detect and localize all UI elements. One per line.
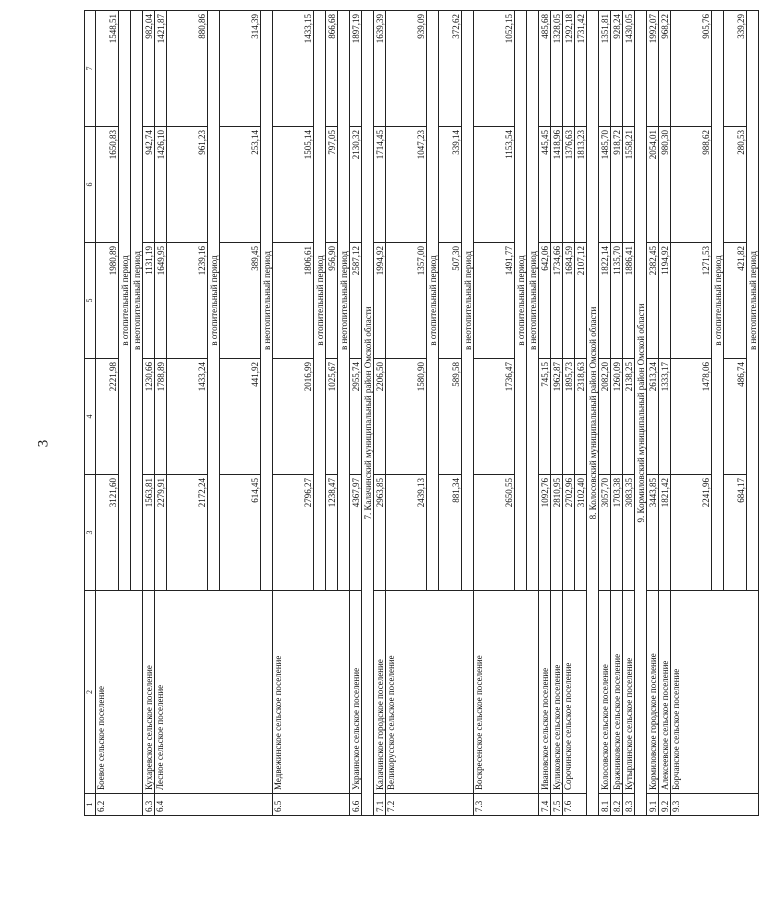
settlement-name: Кутырлинское сельское поселение <box>623 591 635 794</box>
row-number: 7.1 <box>374 794 386 816</box>
value-cell: 1328,05 <box>551 11 563 127</box>
table-row <box>659 11 671 816</box>
settlement-name: Медвежинское сельское поселение <box>273 591 350 794</box>
value-cell: 1563,81 <box>143 475 155 591</box>
value-cell: 980,30 <box>659 127 671 243</box>
value-cell: 1230,66 <box>143 359 155 475</box>
value-cell: 3057,70 <box>599 475 611 591</box>
value-cell: 1376,63 <box>563 127 575 243</box>
value-cell: 880,86 <box>167 11 208 127</box>
header-row <box>85 11 96 816</box>
value-cell: 2279,91 <box>155 475 167 591</box>
value-cell: 942,74 <box>143 127 155 243</box>
settlement-name: Сорочинское сельское поселение <box>563 591 587 794</box>
value-cell: 1135,70 <box>611 243 623 359</box>
value-cell: 421,82 <box>724 243 747 359</box>
table-row <box>350 11 362 816</box>
value-cell: 3443,85 <box>647 475 659 591</box>
table-row <box>671 11 712 816</box>
value-cell: 939,09 <box>386 11 427 127</box>
table-row <box>374 11 386 816</box>
value-cell: 2796,27 <box>273 475 314 591</box>
settlement-name: Украинское сельское поселение <box>350 591 362 794</box>
value-cell: 1703,38 <box>611 475 623 591</box>
value-cell: 1153,54 <box>474 127 515 243</box>
value-cell: 445,45 <box>539 127 551 243</box>
header-cell: 1 <box>85 794 96 816</box>
table-row <box>563 11 575 816</box>
row-number: 7.4 <box>539 794 551 816</box>
row-number: 6.4 <box>155 794 273 816</box>
value-cell: 2963,85 <box>374 475 386 591</box>
value-cell: 961,23 <box>167 127 208 243</box>
settlement-name: Борчанское сельское поселение <box>671 591 759 794</box>
value-cell: 3121,60 <box>96 475 119 591</box>
value-cell: 1962,87 <box>551 359 563 475</box>
value-cell: 881,34 <box>439 475 462 591</box>
value-cell: 2016,99 <box>273 359 314 475</box>
value-cell: 1052,15 <box>474 11 515 127</box>
section-row <box>587 11 599 816</box>
page-number: 3 <box>35 439 52 448</box>
settlement-name: Калачинское городское поселение <box>374 591 386 794</box>
value-cell: 253,14 <box>220 127 261 243</box>
value-cell: 1714,45 <box>374 127 386 243</box>
value-cell: 928,24 <box>611 11 623 127</box>
table-row <box>143 11 155 816</box>
section-title: 7. Калачинский муниципальный район Омской области <box>362 11 374 816</box>
value-cell: 1418,96 <box>551 127 563 243</box>
value-cell: 441,92 <box>220 359 261 475</box>
value-cell: 2650,55 <box>474 475 515 591</box>
value-cell: 485,68 <box>539 11 551 127</box>
value-cell: 2810,95 <box>551 475 563 591</box>
rotated-table-container <box>84 11 758 816</box>
value-cell: 2107,12 <box>575 243 587 359</box>
value-cell: 797,05 <box>326 127 338 243</box>
value-cell: 1351,81 <box>599 11 611 127</box>
value-cell: 3102,40 <box>575 475 587 591</box>
value-cell: 1238,47 <box>326 475 338 591</box>
row-number: 7.5 <box>551 794 563 816</box>
period-label: в отопительный период <box>314 11 326 591</box>
period-label: в неотопительный период <box>462 11 474 591</box>
settlement-name: Колосовское сельское поселение <box>599 591 611 794</box>
value-cell: 2241,96 <box>671 475 712 591</box>
value-cell: 1897,19 <box>350 11 362 127</box>
value-cell: 1271,53 <box>671 243 712 359</box>
row-number: 6.5 <box>273 794 350 816</box>
value-cell: 1485,70 <box>599 127 611 243</box>
value-cell: 589,58 <box>439 359 462 475</box>
value-cell: 684,17 <box>724 475 747 591</box>
period-label: в отопительный период <box>208 11 220 591</box>
value-cell: 1895,73 <box>563 359 575 475</box>
period-label: в неотопительный период <box>131 11 143 591</box>
value-cell: 968,22 <box>659 11 671 127</box>
value-cell: 1333,17 <box>659 359 671 475</box>
settlement-name: Алексеевское сельское поселение <box>659 591 671 794</box>
section-row <box>362 11 374 816</box>
value-cell: 1821,42 <box>659 475 671 591</box>
header-cell: 6 <box>85 127 96 243</box>
period-label: в отопительный период <box>119 11 131 591</box>
header-cell: 5 <box>85 243 96 359</box>
value-cell: 389,45 <box>220 243 261 359</box>
section-title: 9. Кормиловский муниципальный район Омской области <box>635 11 647 816</box>
section-row <box>635 11 647 816</box>
value-cell: 745,15 <box>539 359 551 475</box>
value-cell: 1734,66 <box>551 243 563 359</box>
value-cell: 1731,42 <box>575 11 587 127</box>
value-cell: 1478,06 <box>671 359 712 475</box>
value-cell: 1430,05 <box>623 11 635 127</box>
table-row <box>551 11 563 816</box>
row-number: 8.1 <box>599 794 611 816</box>
table-row <box>96 11 119 816</box>
period-label: в отопительный период <box>427 11 439 591</box>
value-cell: 1684,59 <box>563 243 575 359</box>
value-cell: 1092,76 <box>539 475 551 591</box>
value-cell: 1649,95 <box>155 243 167 359</box>
header-cell: 7 <box>85 11 96 127</box>
table-row <box>647 11 659 816</box>
value-cell: 614,45 <box>220 475 261 591</box>
value-cell: 2082,20 <box>599 359 611 475</box>
value-cell: 905,76 <box>671 11 712 127</box>
settlement-name: Боевое сельское поселение <box>96 591 143 794</box>
value-cell: 1194,92 <box>659 243 671 359</box>
value-cell: 4367,97 <box>350 475 362 591</box>
value-cell: 2382,45 <box>647 243 659 359</box>
table-row <box>273 11 314 816</box>
table-row <box>539 11 551 816</box>
value-cell: 339,14 <box>439 127 462 243</box>
value-cell: 1505,14 <box>273 127 314 243</box>
value-cell: 2206,50 <box>374 359 386 475</box>
value-cell: 486,74 <box>724 359 747 475</box>
value-cell: 1813,23 <box>575 127 587 243</box>
value-cell: 2702,96 <box>563 475 575 591</box>
data-table <box>84 10 759 816</box>
value-cell: 1239,16 <box>167 243 208 359</box>
table-row <box>474 11 515 816</box>
row-number: 7.3 <box>474 794 539 816</box>
value-cell: 1886,41 <box>623 243 635 359</box>
value-cell: 2613,24 <box>647 359 659 475</box>
row-number: 7.2 <box>386 794 474 816</box>
period-label: в неотопительный период <box>261 11 273 591</box>
table-row <box>155 11 167 816</box>
value-cell: 1047,23 <box>386 127 427 243</box>
table-row <box>599 11 611 816</box>
row-number: 6.6 <box>350 794 362 816</box>
value-cell: 1491,77 <box>474 243 515 359</box>
value-cell: 1433,15 <box>273 11 314 127</box>
value-cell: 314,39 <box>220 11 261 127</box>
period-label: в неотопительный период <box>527 11 539 591</box>
section-title: 8. Колосовский муниципальный район Омской области <box>587 11 599 816</box>
row-number: 9.2 <box>659 794 671 816</box>
value-cell: 1433,24 <box>167 359 208 475</box>
value-cell: 2587,12 <box>350 243 362 359</box>
value-cell: 1260,09 <box>611 359 623 475</box>
settlement-name: Кухаревское сельское поселение <box>143 591 155 794</box>
value-cell: 1822,14 <box>599 243 611 359</box>
row-number: 6.2 <box>96 794 143 816</box>
value-cell: 507,30 <box>439 243 462 359</box>
value-cell: 1980,89 <box>96 243 119 359</box>
settlement-name: Лесное сельское поселение <box>155 591 273 794</box>
settlement-name: Великорусское сельское поселение <box>386 591 474 794</box>
value-cell: 1426,10 <box>155 127 167 243</box>
row-number: 9.1 <box>647 794 659 816</box>
value-cell: 1650,83 <box>96 127 119 243</box>
value-cell: 1131,19 <box>143 243 155 359</box>
settlement-name: Бражниковское сельское поселение <box>611 591 623 794</box>
table-row <box>623 11 635 816</box>
settlement-name: Воскресенское сельское поселение <box>474 591 539 794</box>
value-cell: 339,29 <box>724 11 747 127</box>
period-label: в отопительный период <box>515 11 527 591</box>
table-row <box>611 11 623 816</box>
row-number: 8.2 <box>611 794 623 816</box>
value-cell: 982,04 <box>143 11 155 127</box>
row-number: 9.3 <box>671 794 759 816</box>
value-cell: 1806,61 <box>273 243 314 359</box>
row-number: 8.3 <box>623 794 635 816</box>
row-number: 7.6 <box>563 794 587 816</box>
header-cell: 4 <box>85 359 96 475</box>
value-cell: 1292,18 <box>563 11 575 127</box>
period-label: в неотопительный период <box>338 11 350 591</box>
row-number: 6.3 <box>143 794 155 816</box>
value-cell: 1357,00 <box>386 243 427 359</box>
value-cell: 1025,67 <box>326 359 338 475</box>
value-cell: 1788,89 <box>155 359 167 475</box>
value-cell: 988,62 <box>671 127 712 243</box>
header-cell: 2 <box>85 591 96 794</box>
value-cell: 2054,01 <box>647 127 659 243</box>
value-cell: 1548,51 <box>96 11 119 127</box>
value-cell: 2138,25 <box>623 359 635 475</box>
settlement-name: Кормиловское городское поселение <box>647 591 659 794</box>
value-cell: 280,53 <box>724 127 747 243</box>
value-cell: 918,72 <box>611 127 623 243</box>
period-label: в отопительный период <box>712 11 724 591</box>
value-cell: 866,68 <box>326 11 338 127</box>
value-cell: 2955,74 <box>350 359 362 475</box>
value-cell: 642,06 <box>539 243 551 359</box>
header-cell: 3 <box>85 475 96 591</box>
value-cell: 956,90 <box>326 243 338 359</box>
value-cell: 3083,35 <box>623 475 635 591</box>
value-cell: 1992,07 <box>647 11 659 127</box>
settlement-name: Ивановское сельское поселение <box>539 591 551 794</box>
table-row <box>386 11 427 816</box>
value-cell: 2439,13 <box>386 475 427 591</box>
period-label: в неотопительный период <box>747 11 759 591</box>
value-cell: 1558,21 <box>623 127 635 243</box>
value-cell: 1639,39 <box>374 11 386 127</box>
value-cell: 1580,90 <box>386 359 427 475</box>
value-cell: 2130,32 <box>350 127 362 243</box>
value-cell: 1736,47 <box>474 359 515 475</box>
value-cell: 2172,24 <box>167 475 208 591</box>
settlement-name: Куликовское сельское поселение <box>551 591 563 794</box>
value-cell: 2318,63 <box>575 359 587 475</box>
value-cell: 1994,92 <box>374 243 386 359</box>
value-cell: 2221,98 <box>96 359 119 475</box>
value-cell: 372,62 <box>439 11 462 127</box>
value-cell: 1421,87 <box>155 11 167 127</box>
